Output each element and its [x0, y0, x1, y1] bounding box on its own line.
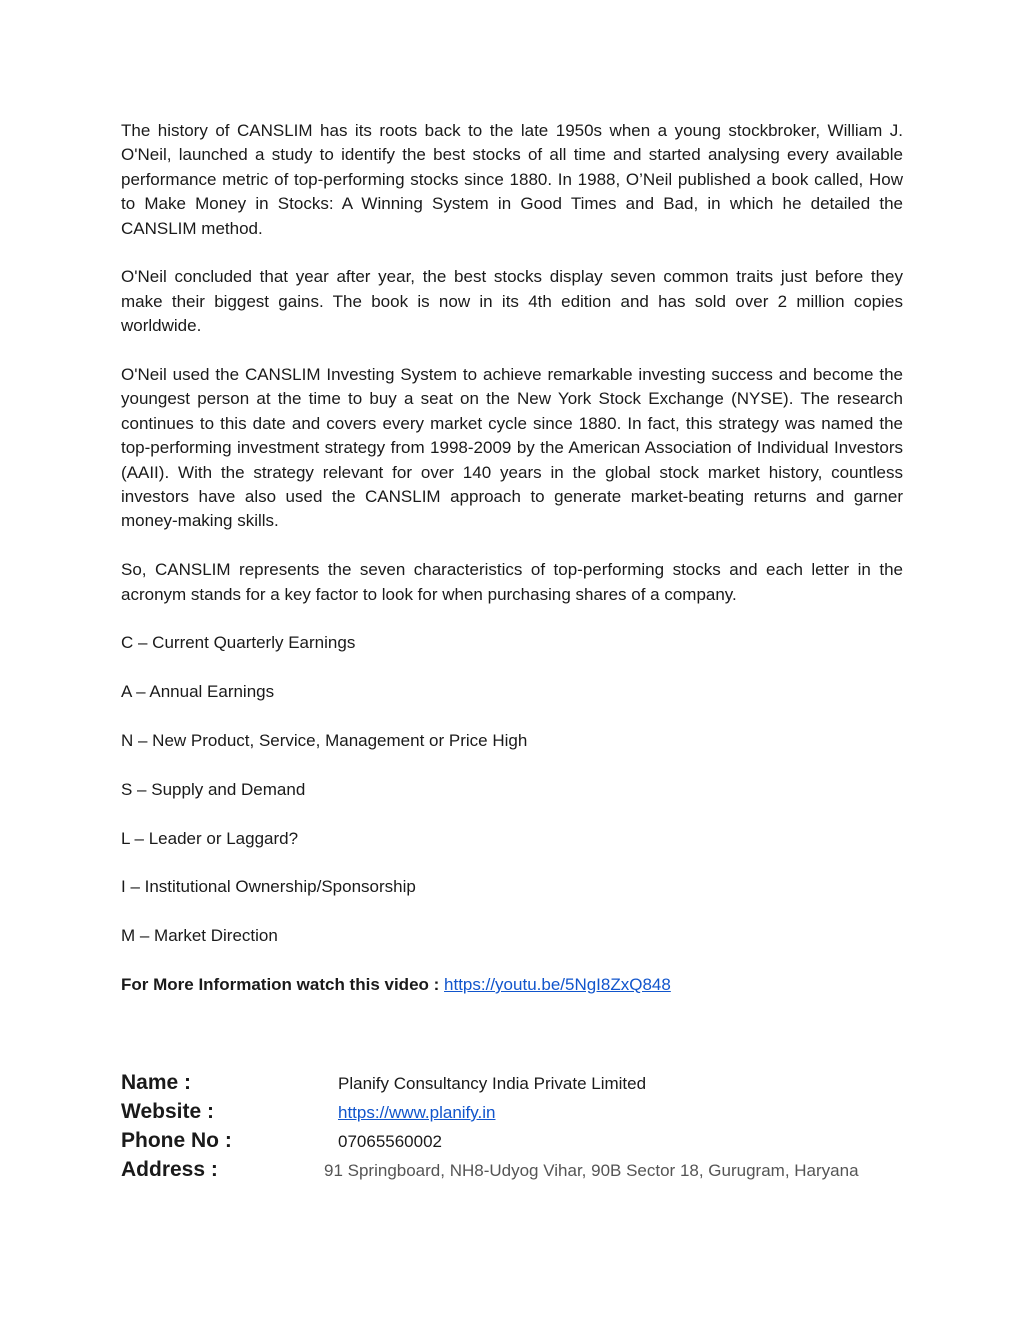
contact-row-name: [121, 1068, 903, 1097]
contact-block: [121, 1068, 903, 1184]
website-label: Website :: [121, 1100, 214, 1123]
acronym-item-i: I – Institutional Ownership/Sponsorship: [121, 877, 416, 897]
name-label: Name :: [121, 1071, 192, 1094]
more-info-line: [121, 973, 903, 997]
acronym-item-a: A – Annual Earnings: [121, 682, 275, 702]
website-value: [338, 1098, 495, 1127]
paragraph-history: The history of CANSLIM has its roots back to the late 1950s when a young stockbroker, William J. O'Neil, launched a study to identify the best stocks of all time and started analysing every available performance metric of top-performing stocks since 1880. In 1988, O’Neil published a book called, How to Make Money in Stocks: A Winning System in Good Times and Bad, in which he detailed the CANSLIM method.: [121, 121, 903, 238]
acronym-item-m: M – Market Direction: [121, 926, 278, 946]
document-body: [121, 119, 903, 997]
acronym-item-c: C – Current Quarterly Earnings: [121, 633, 356, 653]
acronym-item-l: L – Leader or Laggard?: [121, 828, 299, 848]
address-value: 91 Springboard, NH8-Udyog Vihar, 90B Sector 18, Gurugram, Haryana: [324, 1161, 859, 1180]
phone-value: 07065560002: [338, 1132, 443, 1151]
video-link[interactable]: https://youtu.be/5NgI8ZxQ848: [444, 975, 671, 995]
website-link[interactable]: https://www.planify.in: [338, 1103, 496, 1122]
more-info-label: For More Information watch this video :: [121, 975, 445, 995]
contact-row-website: [121, 1097, 903, 1126]
contact-row-address: [121, 1155, 903, 1184]
address-label: Address :: [121, 1158, 218, 1181]
paragraph-traits: O'Neil concluded that year after year, the best stocks display seven common traits just before they make their biggest gains. The book is now in its 4th edition and has sold over 2 million copies worldwide.: [121, 267, 903, 336]
acronym-item-n: N – New Product, Service, Management or Price High: [121, 731, 528, 751]
contact-row-phone: [121, 1126, 903, 1155]
paragraph-acronym-intro: So, CANSLIM represents the seven characteristics of top-performing stocks and each letter in the acronym stands for a key factor to look for when purchasing shares of a company.: [121, 560, 903, 604]
name-value: Planify Consultancy India Private Limited: [338, 1074, 647, 1093]
acronym-item-s: S – Supply and Demand: [121, 779, 306, 799]
paragraph-success: O'Neil used the CANSLIM Investing System to achieve remarkable investing success and become the youngest person at the time to buy a seat on the New York Stock Exchange (NYSE). The research continues to this date and covers every market cycle since 1880. In fact, this strategy was named the top-performing investment strategy from 1998-2009 by the American Association of Individual Investors (AAII). With the strategy relevant for over 140 years in the global stock market history, countless investors have also used the CANSLIM approach to generate market-beating returns and garner money-making skills.: [121, 365, 903, 531]
phone-label: Phone No :: [121, 1129, 232, 1152]
